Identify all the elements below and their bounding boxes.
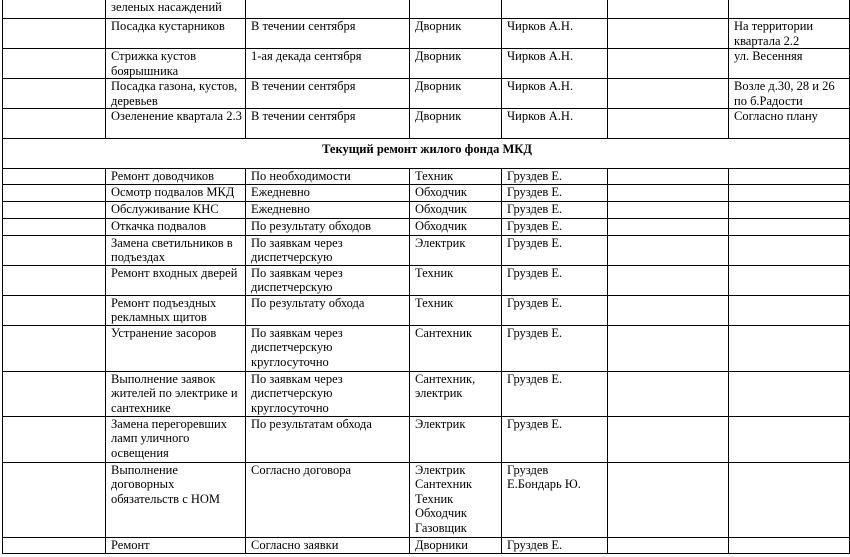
role-cell: Дворник bbox=[410, 49, 502, 79]
note-cell bbox=[729, 325, 850, 371]
responsible-cell: Груздев Е. bbox=[502, 416, 608, 462]
role-cell: Обходчик bbox=[410, 218, 502, 235]
schedule-cell: Ежедневно bbox=[246, 201, 410, 218]
task-cell: Выполнение заявок жителей по электрике и сантехнике bbox=[106, 371, 246, 416]
task-cell: Посадка кустарников bbox=[106, 19, 246, 49]
table-row bbox=[3, 49, 850, 79]
role-cell: Электрик Сантехник Техник Обходчик Газовщик bbox=[410, 462, 502, 537]
table-cell bbox=[3, 169, 106, 185]
role-cell: Электрик bbox=[410, 416, 502, 462]
schedule-cell: В течении сентября bbox=[246, 79, 410, 109]
table-row bbox=[3, 325, 850, 371]
note-cell bbox=[729, 371, 850, 416]
note-cell: Возле д.30, 28 и 26 по б.Радости bbox=[729, 79, 850, 109]
responsible-cell: Чирков А.Н. bbox=[502, 79, 608, 109]
responsible-cell: Груздев Е. bbox=[502, 201, 608, 218]
table-cell bbox=[3, 416, 106, 462]
table-cell bbox=[3, 295, 106, 325]
note-cell bbox=[729, 416, 850, 462]
table-cell bbox=[608, 201, 729, 218]
table-cell bbox=[3, 109, 106, 139]
task-cell: Выполнение договорных обязательств с НОМ bbox=[106, 462, 246, 537]
section-title: Текущий ремонт жилого фонда МКД bbox=[3, 139, 850, 169]
role-cell: Дворники bbox=[410, 537, 502, 553]
responsible-cell: Груздев Е. bbox=[502, 265, 608, 295]
table-row bbox=[3, 201, 850, 218]
role-cell: Сантехник, электрик bbox=[410, 371, 502, 416]
note-cell bbox=[729, 462, 850, 537]
schedule-cell: Ежедневно bbox=[246, 184, 410, 201]
section-header-row bbox=[3, 139, 850, 169]
work-plan-table bbox=[2, 0, 850, 554]
note-cell: ул. Весенняя bbox=[729, 49, 850, 79]
role-cell: Техник bbox=[410, 265, 502, 295]
table-row bbox=[3, 79, 850, 109]
role-cell: Сантехник bbox=[410, 325, 502, 371]
responsible-cell: Груздев Е. bbox=[502, 184, 608, 201]
role-cell: Дворник bbox=[410, 79, 502, 109]
table-row bbox=[3, 537, 850, 553]
table-cell bbox=[608, 265, 729, 295]
role-cell: Техник bbox=[410, 169, 502, 185]
table-cell bbox=[3, 218, 106, 235]
schedule-cell: По необходимости bbox=[246, 169, 410, 185]
table-row bbox=[3, 416, 850, 462]
task-cell: Посадка газона, кустов, деревьев bbox=[106, 79, 246, 109]
table-cell bbox=[3, 235, 106, 265]
table-row bbox=[3, 462, 850, 537]
table-cell bbox=[608, 19, 729, 49]
responsible-cell: Груздев Е. bbox=[502, 325, 608, 371]
table-cell bbox=[608, 235, 729, 265]
table-row bbox=[3, 184, 850, 201]
note-cell bbox=[729, 265, 850, 295]
responsible-cell: Чирков А.Н. bbox=[502, 19, 608, 49]
role-cell: Техник bbox=[410, 295, 502, 325]
table-cell bbox=[3, 49, 106, 79]
table-cell bbox=[608, 184, 729, 201]
note-cell bbox=[729, 235, 850, 265]
note-cell bbox=[729, 218, 850, 235]
schedule-cell: По заявкам через диспетчерскую bbox=[246, 235, 410, 265]
note-cell bbox=[729, 201, 850, 218]
task-cell: Озеленение квартала 2.3 bbox=[106, 109, 246, 139]
responsible-cell: Груздев Е. bbox=[502, 295, 608, 325]
table-row bbox=[3, 218, 850, 235]
table-cell bbox=[608, 0, 729, 19]
schedule-cell: В течении сентября bbox=[246, 19, 410, 49]
table-row bbox=[3, 19, 850, 49]
task-cell: Ремонт входных дверей bbox=[106, 265, 246, 295]
table-cell bbox=[3, 184, 106, 201]
task-cell: Замена перегоревших ламп уличного освещения bbox=[106, 416, 246, 462]
table-cell bbox=[3, 201, 106, 218]
table-cell bbox=[3, 325, 106, 371]
table-cell bbox=[608, 462, 729, 537]
note-cell bbox=[729, 184, 850, 201]
table-cell bbox=[3, 537, 106, 553]
table-cell bbox=[608, 109, 729, 139]
responsible-cell: Груздев Е. bbox=[502, 218, 608, 235]
responsible-cell: Чирков А.Н. bbox=[502, 109, 608, 139]
task-cell: Устранение засоров bbox=[106, 325, 246, 371]
responsible-cell: Груздев Е. bbox=[502, 537, 608, 553]
task-cell: Осмотр подвалов МКД bbox=[106, 184, 246, 201]
table-row bbox=[3, 169, 850, 185]
schedule-cell: По результатам обхода bbox=[246, 416, 410, 462]
role-cell: Электрик bbox=[410, 235, 502, 265]
task-cell: Ремонт bbox=[106, 537, 246, 553]
schedule-cell: По заявкам через диспетчерскую bbox=[246, 265, 410, 295]
table-cell bbox=[608, 371, 729, 416]
schedule-cell: По результату обходов bbox=[246, 218, 410, 235]
table-cell bbox=[608, 325, 729, 371]
table-cell bbox=[608, 49, 729, 79]
task-cell: Ремонт доводчиков bbox=[106, 169, 246, 185]
note-cell bbox=[729, 295, 850, 325]
table-cell bbox=[608, 295, 729, 325]
role-cell bbox=[410, 0, 502, 19]
note-cell bbox=[729, 0, 850, 19]
table-cell bbox=[3, 371, 106, 416]
task-cell: Ремонт подъездных рекламных щитов bbox=[106, 295, 246, 325]
schedule-cell: 1-ая декада сентября bbox=[246, 49, 410, 79]
table-row bbox=[3, 0, 850, 19]
responsible-cell: Груздев Е.Бондарь Ю. bbox=[502, 462, 608, 537]
note-cell: Согласно плану bbox=[729, 109, 850, 139]
responsible-cell: Груздев Е. bbox=[502, 235, 608, 265]
schedule-cell: В течении сентября bbox=[246, 109, 410, 139]
note-cell bbox=[729, 537, 850, 553]
schedule-cell: Согласно договора bbox=[246, 462, 410, 537]
table-row bbox=[3, 235, 850, 265]
schedule-cell: По заявкам через диспетчерскую круглосуточно bbox=[246, 371, 410, 416]
task-cell: Обслуживание КНС bbox=[106, 201, 246, 218]
table-cell bbox=[608, 218, 729, 235]
table-row bbox=[3, 109, 850, 139]
table-cell bbox=[3, 462, 106, 537]
task-cell: Откачка подвалов bbox=[106, 218, 246, 235]
task-cell: Замена светильников в подъездах bbox=[106, 235, 246, 265]
responsible-cell bbox=[502, 0, 608, 19]
schedule-cell: По заявкам через диспетчерскую круглосуточно bbox=[246, 325, 410, 371]
responsible-cell: Чирков А.Н. bbox=[502, 49, 608, 79]
table-row bbox=[3, 371, 850, 416]
role-cell: Дворник bbox=[410, 109, 502, 139]
task-cell: зеленых насаждений bbox=[106, 0, 246, 19]
responsible-cell: Груздев Е. bbox=[502, 169, 608, 185]
role-cell: Обходчик bbox=[410, 184, 502, 201]
schedule-cell: Согласно заявки bbox=[246, 537, 410, 553]
table-cell bbox=[3, 0, 106, 19]
role-cell: Дворник bbox=[410, 19, 502, 49]
table-cell bbox=[3, 79, 106, 109]
task-cell: Стрижка кустов боярышника bbox=[106, 49, 246, 79]
schedule-cell: По результату обхода bbox=[246, 295, 410, 325]
role-cell: Обходчик bbox=[410, 201, 502, 218]
table-row bbox=[3, 265, 850, 295]
note-cell: На территории квартала 2.2 bbox=[729, 19, 850, 49]
note-cell bbox=[729, 169, 850, 185]
table-cell bbox=[3, 19, 106, 49]
table-cell bbox=[608, 416, 729, 462]
table-cell bbox=[608, 79, 729, 109]
table-row bbox=[3, 295, 850, 325]
schedule-cell bbox=[246, 0, 410, 19]
table-cell bbox=[608, 537, 729, 553]
responsible-cell: Груздев Е. bbox=[502, 371, 608, 416]
table-cell bbox=[3, 265, 106, 295]
table-cell bbox=[608, 169, 729, 185]
